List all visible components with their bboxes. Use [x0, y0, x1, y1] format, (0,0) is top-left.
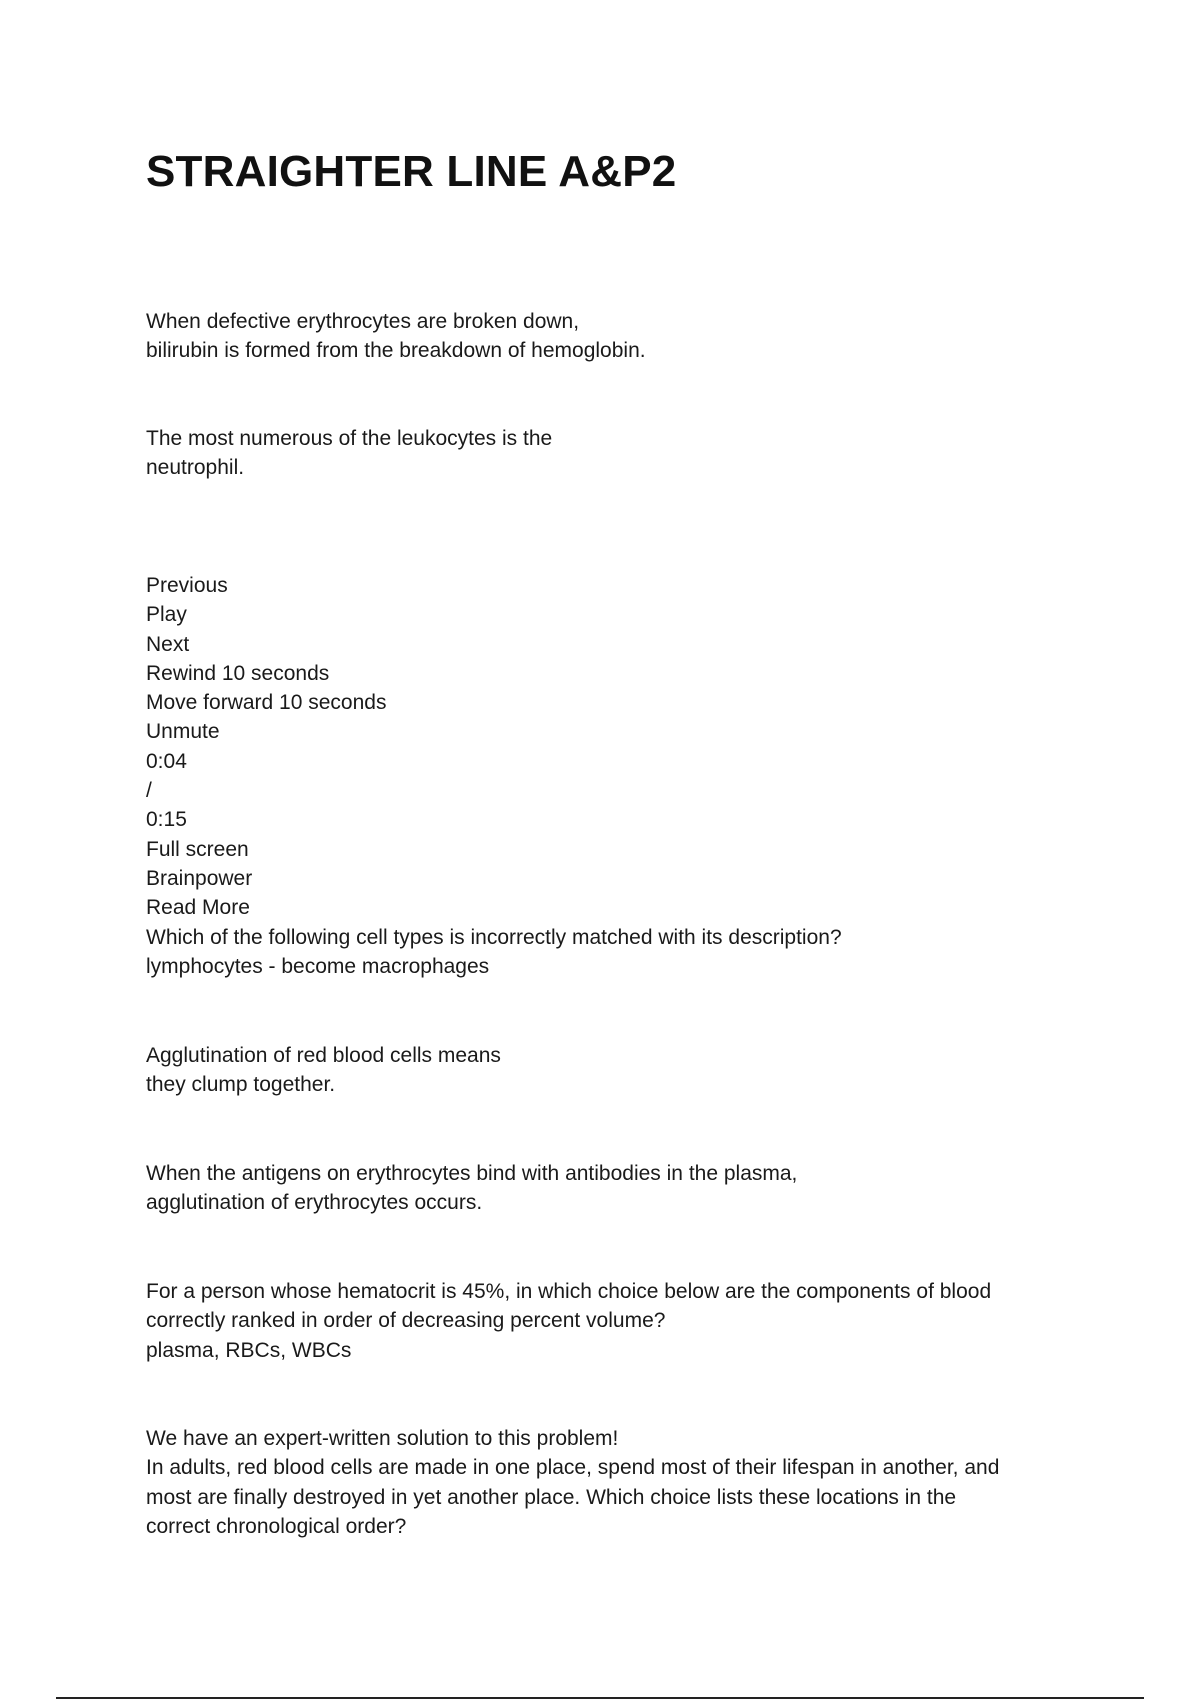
question-text-line-2: most are finally destroyed in yet another place. Which choice lists these locations in the [146, 1485, 957, 1509]
question-text: When defective erythrocytes are broken down, [146, 310, 580, 333]
answer-text: bilirubin is formed from the breakdown of hemoglobin. [146, 339, 646, 363]
qa-item-hematocrit [146, 1277, 1106, 1365]
qa-item-expert-solution [146, 1424, 1106, 1541]
question-text-line-3: correct chronological order? [146, 1514, 407, 1538]
unmute-button[interactable]: Unmute [146, 720, 220, 744]
answer-text: they clump together. [146, 1073, 336, 1097]
current-time: 0:04 [146, 749, 187, 773]
time-separator: / [146, 779, 152, 803]
qa-item-agglutination [146, 1041, 1106, 1100]
rewind-button[interactable]: Rewind 10 seconds [146, 661, 330, 685]
qa-item-antigens [146, 1159, 1106, 1218]
answer-text: neutrophil. [146, 456, 245, 480]
answer-text: agglutination of erythrocytes occurs. [146, 1191, 483, 1215]
question-text: Agglutination of red blood cells means [146, 1044, 501, 1067]
expert-solution-notice: We have an expert-written solution to this problem! [146, 1427, 619, 1450]
question-text: When the antigens on erythrocytes bind with antibodies in the plasma, [146, 1162, 798, 1185]
video-player-controls [146, 571, 1106, 981]
brainpower-link[interactable]: Brainpower [146, 866, 253, 890]
answer-text: plasma, RBCs, WBCs [146, 1338, 352, 1362]
question-text-line-1: In adults, red blood cells are made in one place, spend most of their lifespan in another, and [146, 1456, 1000, 1480]
page-divider [56, 1697, 1144, 1699]
qa-item-leukocytes [146, 424, 1106, 483]
duration-time: 0:15 [146, 808, 187, 832]
question-text: Which of the following cell types is incorrectly matched with its description? [146, 925, 842, 949]
qa-item-erythrocyte-breakdown [146, 307, 1106, 366]
fullscreen-button[interactable]: Full screen [146, 837, 249, 861]
read-more-link[interactable]: Read More [146, 896, 250, 920]
answer-text: lymphocytes - become macrophages [146, 954, 490, 978]
question-text-line-1: For a person whose hematocrit is 45%, in which choice below are the components of blood [146, 1280, 992, 1303]
next-button[interactable]: Next [146, 632, 190, 656]
question-text: The most numerous of the leukocytes is the [146, 427, 553, 450]
question-text-line-2: correctly ranked in order of decreasing percent volume? [146, 1309, 666, 1333]
play-button[interactable]: Play [146, 603, 187, 627]
previous-button[interactable]: Previous [146, 574, 228, 597]
page-title: STRAIGHTER LINE A&P2 [146, 147, 677, 196]
forward-button[interactable]: Move forward 10 seconds [146, 691, 387, 715]
